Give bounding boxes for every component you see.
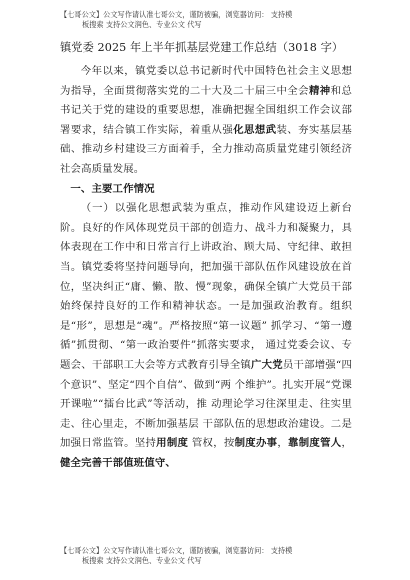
- item1-paragraph: [60, 199, 352, 473]
- intro-text-2: 和总书记关于党的建设的重要思想，准确把握全国组织工作会议部署要求，结合镇工作实际，着重从强: [60, 84, 352, 136]
- item1-text-3: 管权，按: [188, 437, 235, 450]
- document-body: [60, 62, 352, 473]
- footer-banner-line2: 板搜索 支持公文润色、专业公文 代写: [82, 556, 202, 565]
- footer-banner-line1: 【七哥公文】公文写作请认准七哥公文，谨防被骗，浏览器访问： 支持模: [60, 546, 293, 555]
- item1-bold-1: 广大党: [251, 358, 283, 371]
- item1-bold-5: 健全完善干部值班值守、: [60, 456, 176, 469]
- item1-bold-2: 用制度: [156, 437, 189, 450]
- document-title: 镇党委 2025 年上半年抓基层党建工作总结（3018 字）: [60, 41, 344, 54]
- header-banner-line2: 板搜索 支持公文润色、专业公文 代写: [82, 20, 202, 29]
- section-heading: 一、主要工作情况: [70, 182, 155, 195]
- header-banner: [60, 10, 360, 30]
- item1-bold-3: 制度办事: [234, 437, 278, 450]
- footer-banner: [60, 546, 360, 566]
- item1-text-2: 员干部增强“四个意识”、坚定“四个自信”、做到“两 个维护”。扎实开展“党课开课啦”“擂台比武”等活动，推 动理论学习往深里走、往实里走、往心里走，不断加强基层 干部队伍的思想政治建设。二是加强日常监管。坚持: [60, 358, 352, 450]
- intro-bold-2: 化思想武: [233, 123, 277, 136]
- intro-text-1: 今年以来，镇党委以总书记新时代中国特色社会主义思想为指导，全面贯彻落实党的二十大及二十届三中全会: [60, 65, 352, 97]
- item1-bold-4: 靠制度管人: [288, 437, 342, 450]
- intro-text-3: 装、夯实基层基础、推动乡村建设三方面着手，全力推动高质量党建引领经济社会高质量发展。: [60, 123, 352, 175]
- item1-text-5: ，: [341, 437, 352, 450]
- intro-bold-1: 精神: [308, 84, 331, 97]
- intro-paragraph: [60, 62, 352, 180]
- item1-text-1: （一）以强化思想武装为重点，推动作风建设迈上新台阶。良好的作风体现党员干部的创造力、战斗力和凝聚力，具体表现在工作中和日常言行上讲政治、顾大局、守纪律、敢担当。镇党委将坚持问题导向，把加强干部队伍作风建设放在首位，坚决纠正“庸、懒、散、慢”现象，确保全镇广大党员干部始终保持良好的工作和精神状态。一是加强政治教育。组织是“形”，思想是“魂”。严格按照“第一议题” 抓学习、“第一遵循”抓贯彻、“第一政治要件”抓落实要求， 通过党委会议、专题会、干部职工大会等方式教育引导全镇: [60, 202, 352, 371]
- item1-text-4: ，: [277, 437, 289, 450]
- header-banner-line1: 【七哥公文】公文写作请认准七哥公文，谨防被骗，浏览器访问： 支持模: [60, 10, 293, 19]
